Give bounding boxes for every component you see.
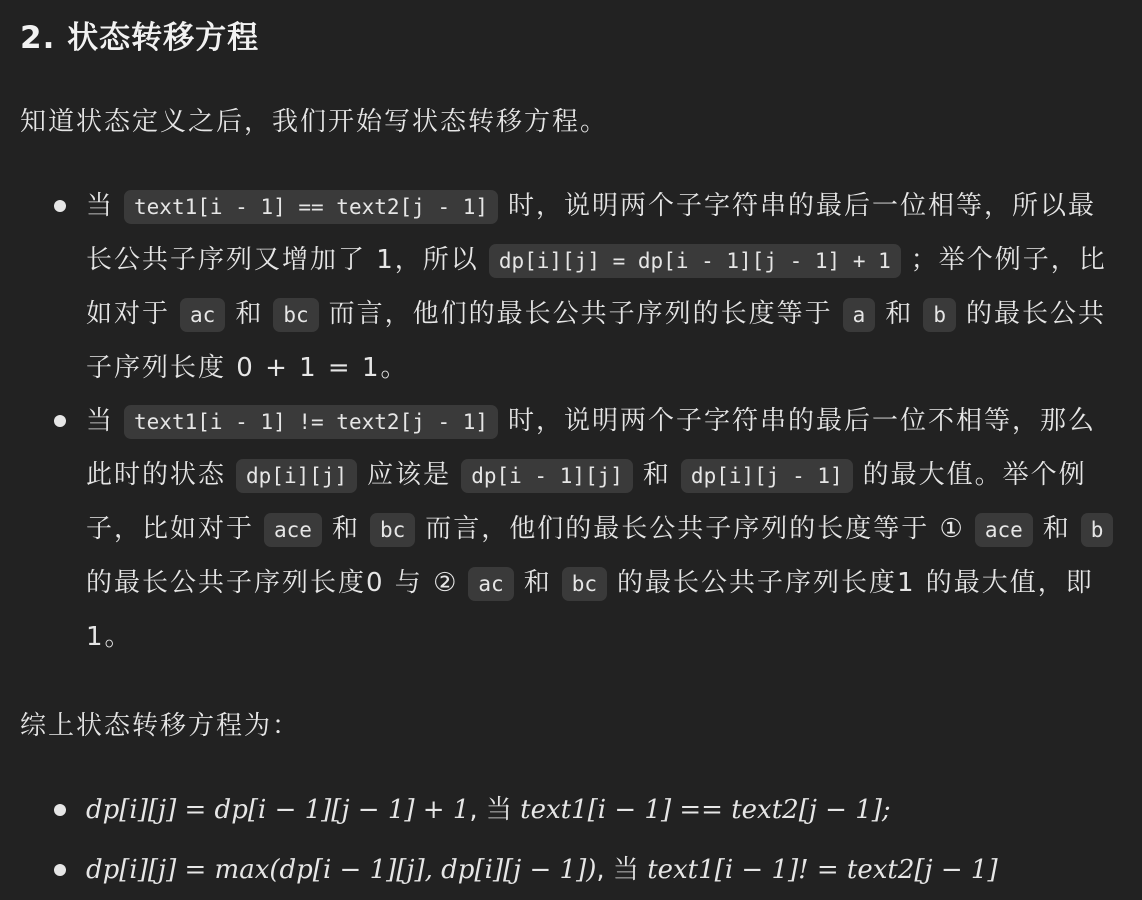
case1-text-4: 和 (235, 299, 264, 329)
case1-text-3: ；举个例子，比如对于 (86, 245, 1107, 329)
case1-text-7: 的最长公共子序列长度 0 + 1 = 1。 (86, 299, 1106, 383)
case1-code-ac: ac (180, 298, 225, 332)
case2-text-6: 和 (331, 514, 360, 544)
bullet-dot (54, 415, 66, 427)
case2-text-9: 的最长公共子序列长度0 与 ② (86, 568, 459, 598)
case2-text-4: 和 (642, 460, 671, 490)
case2-code-prev-col: dp[i][j - 1] (681, 459, 853, 493)
case2-text-1: 当 (86, 406, 115, 436)
case1-code-b: b (923, 298, 956, 332)
case1-text-1: 当 (86, 191, 115, 221)
case2-code-ac: ac (468, 567, 513, 601)
case2-code-condition: text1[i - 1] != text2[j - 1] (124, 405, 498, 439)
formula-item-not-equal (20, 840, 1124, 900)
case2-code-state: dp[i][j] (236, 459, 357, 493)
summary-paragraph: 综上状态转移方程为： (20, 711, 301, 741)
case1-text-6: 和 (885, 299, 914, 329)
bullet-dot (54, 804, 66, 816)
case2-text-2: 时，说明两个子字符串的最后一位不相等，那么此时的状态 (86, 406, 1097, 490)
case2-text-7: 而言，他们的最长公共子序列的长度等于 ① (425, 514, 965, 544)
case2-code-bc: bc (370, 513, 415, 547)
formula2-condition: text1[i − 1]! = text2[j − 1] (647, 855, 998, 885)
case2-code-ace-2: ace (975, 513, 1033, 547)
case-list (20, 180, 1124, 664)
case1-text-2: 时，说明两个子字符串的最后一位相等，所以最长公共子序列又增加了 1，所以 (86, 191, 1097, 275)
formula-item-equal (20, 780, 1124, 840)
formula1-condition: text1[i − 1] == text2[j − 1]; (520, 795, 891, 825)
case-item-not-equal (20, 395, 1124, 664)
bullet-dot (54, 200, 66, 212)
case1-code-condition: text1[i - 1] == text2[j - 1] (124, 190, 498, 224)
case2-text-3: 应该是 (367, 460, 452, 490)
case2-text-11: 的最长公共子序列长度1 的最大值，即 1。 (86, 568, 1094, 652)
case1-code-a: a (843, 298, 876, 332)
case2-text-5: 的最大值。举个例子，比如对于 (86, 460, 1087, 544)
intro-paragraph: 知道状态定义之后，我们开始写状态转移方程。 (20, 107, 609, 137)
case2-code-b: b (1081, 513, 1114, 547)
case1-code-bc: bc (273, 298, 318, 332)
case2-text-10: 和 (523, 568, 552, 598)
formula-list (20, 780, 1124, 900)
formula2-expression: dp[i][j] = max(dp[i − 1][j], dp[i][j − 1]) (86, 855, 597, 885)
case2-code-bc-2: bc (562, 567, 607, 601)
formula1-expression: dp[i][j] = dp[i − 1][j − 1] + 1 (86, 795, 470, 825)
formula2-separator: , 当 (596, 855, 639, 885)
case2-text-8: 和 (1042, 514, 1071, 544)
formula1-separator: , 当 (469, 795, 512, 825)
case2-code-ace: ace (264, 513, 322, 547)
case1-text-5: 而言，他们的最长公共子序列的长度等于 (328, 299, 833, 329)
case-item-equal (20, 180, 1124, 395)
case2-code-prev-row: dp[i - 1][j] (461, 459, 633, 493)
case1-code-transition: dp[i][j] = dp[i - 1][j - 1] + 1 (489, 244, 901, 278)
section-heading: 2. 状态转移方程 (20, 20, 260, 56)
bullet-dot (54, 864, 66, 876)
